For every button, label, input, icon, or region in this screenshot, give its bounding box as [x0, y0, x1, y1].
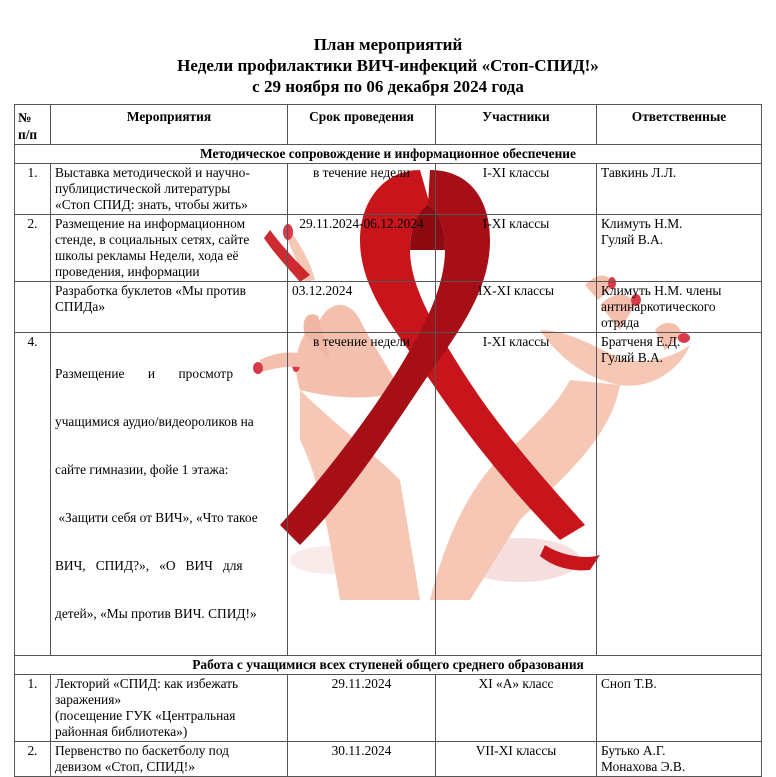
event-line: сайте гимназии, фойе 1 этажа: [55, 462, 229, 477]
event-line: заражения» [55, 692, 122, 707]
row-participants: I-XI классы [436, 215, 597, 282]
responsible-line: антинаркотического [601, 299, 716, 314]
event-line: стенде, в социальных сетях, сайте [55, 232, 250, 247]
section-title: Методическое сопровождение и информационное обеспечение [15, 145, 762, 164]
event-line: Лекторий «СПИД: как избежать [55, 676, 239, 691]
row-event [51, 164, 288, 215]
table-row [15, 164, 762, 215]
row-event [51, 282, 288, 333]
row-num: 4. [15, 333, 51, 656]
event-line: Размещение и просмотр [55, 366, 234, 381]
row-responsible [597, 282, 762, 333]
event-line: девизом «Стоп, СПИД!» [55, 759, 195, 774]
row-date: 30.11.2024 [288, 742, 436, 777]
header-num-line2: п/п [18, 127, 38, 142]
header-event: Мероприятия [51, 105, 288, 145]
responsible-line: Сноп Т.В. [601, 676, 657, 691]
responsible-line: Тавкинь Л.Л. [601, 165, 677, 180]
event-line: детей», «Мы против ВИЧ. СПИД!» [55, 606, 257, 621]
header-date: Срок проведения [288, 105, 436, 145]
section-row [15, 656, 762, 675]
row-num: 2. [15, 215, 51, 282]
responsible-line: Монахова Э.В. [601, 759, 686, 774]
title-line-1: План мероприятий [313, 35, 463, 54]
row-event [51, 742, 288, 777]
row-participants: IX-XI классы [436, 282, 597, 333]
responsible-line: отряда [601, 315, 640, 330]
table-row [15, 215, 762, 282]
section-title: Работа с учащимися всех ступеней общего среднего образования [15, 656, 762, 675]
header-participants: Участники [436, 105, 597, 145]
table-row [15, 742, 762, 777]
responsible-line: Гуляй В.А. [601, 350, 663, 365]
row-event [51, 215, 288, 282]
row-participants: VII-XI классы [436, 742, 597, 777]
row-num: 2. [15, 742, 51, 777]
event-line: Первенство по баскетболу под [55, 743, 229, 758]
row-date: в течение недели [288, 333, 436, 656]
row-date: 29.11.2024 [288, 675, 436, 742]
row-responsible [597, 333, 762, 656]
table-header-row [15, 105, 762, 145]
event-line: проведения, информации [55, 264, 200, 279]
event-line: Размещение на информационном [55, 216, 246, 231]
table-row [15, 282, 762, 333]
event-line: публицистической литературы [55, 181, 231, 196]
row-date: в течение недели [288, 164, 436, 215]
row-date: 03.12.2024 [288, 282, 436, 333]
row-responsible [597, 742, 762, 777]
section-row [15, 145, 762, 164]
row-responsible [597, 164, 762, 215]
responsible-line: Гуляй В.А. [601, 232, 663, 247]
row-participants: I-XI классы [436, 164, 597, 215]
event-line: «Защити себя от ВИЧ», «Что такое [55, 510, 258, 525]
title-line-3: с 29 ноября по 06 декабря 2024 года [252, 77, 524, 96]
events-table [14, 104, 762, 777]
event-line: (посещение ГУК «Центральная [55, 708, 236, 723]
header-num-line1: № [18, 110, 32, 125]
event-line: «Стоп СПИД: знать, чтобы жить» [55, 197, 248, 212]
row-num: 1. [15, 164, 51, 215]
responsible-line: Климуть Н.М. [601, 216, 683, 231]
event-line: Выставка методической и научно- [55, 165, 250, 180]
row-participants: XI «А» класс [436, 675, 597, 742]
row-num [15, 282, 51, 333]
row-event [51, 333, 288, 656]
row-date: 29.11.2024-06.12.2024 [288, 215, 436, 282]
header-responsible: Ответственные [597, 105, 762, 145]
header-num [15, 105, 51, 145]
responsible-line: Братченя Е.Д. [601, 334, 681, 349]
row-num: 1. [15, 675, 51, 742]
table-row [15, 675, 762, 742]
row-responsible [597, 215, 762, 282]
row-participants: I-XI классы [436, 333, 597, 656]
event-line: районная библиотека») [55, 724, 188, 739]
responsible-line: Климуть Н.М. члены [601, 283, 722, 298]
event-line: школы рекламы Недели, хода её [55, 248, 239, 263]
title-line-2: Недели профилактики ВИЧ-инфекций «Стоп-СПИД!» [177, 56, 599, 75]
event-line: СПИДа» [55, 299, 106, 314]
event-line: ВИЧ, СПИД?», «О ВИЧ для [55, 558, 243, 573]
row-event [51, 675, 288, 742]
document-title [0, 34, 776, 97]
responsible-line: Бутько А.Г. [601, 743, 666, 758]
row-responsible [597, 675, 762, 742]
event-line: учащимися аудио/видеороликов на [55, 414, 254, 429]
table-row [15, 333, 762, 656]
event-line: Разработка буклетов «Мы против [55, 283, 246, 298]
